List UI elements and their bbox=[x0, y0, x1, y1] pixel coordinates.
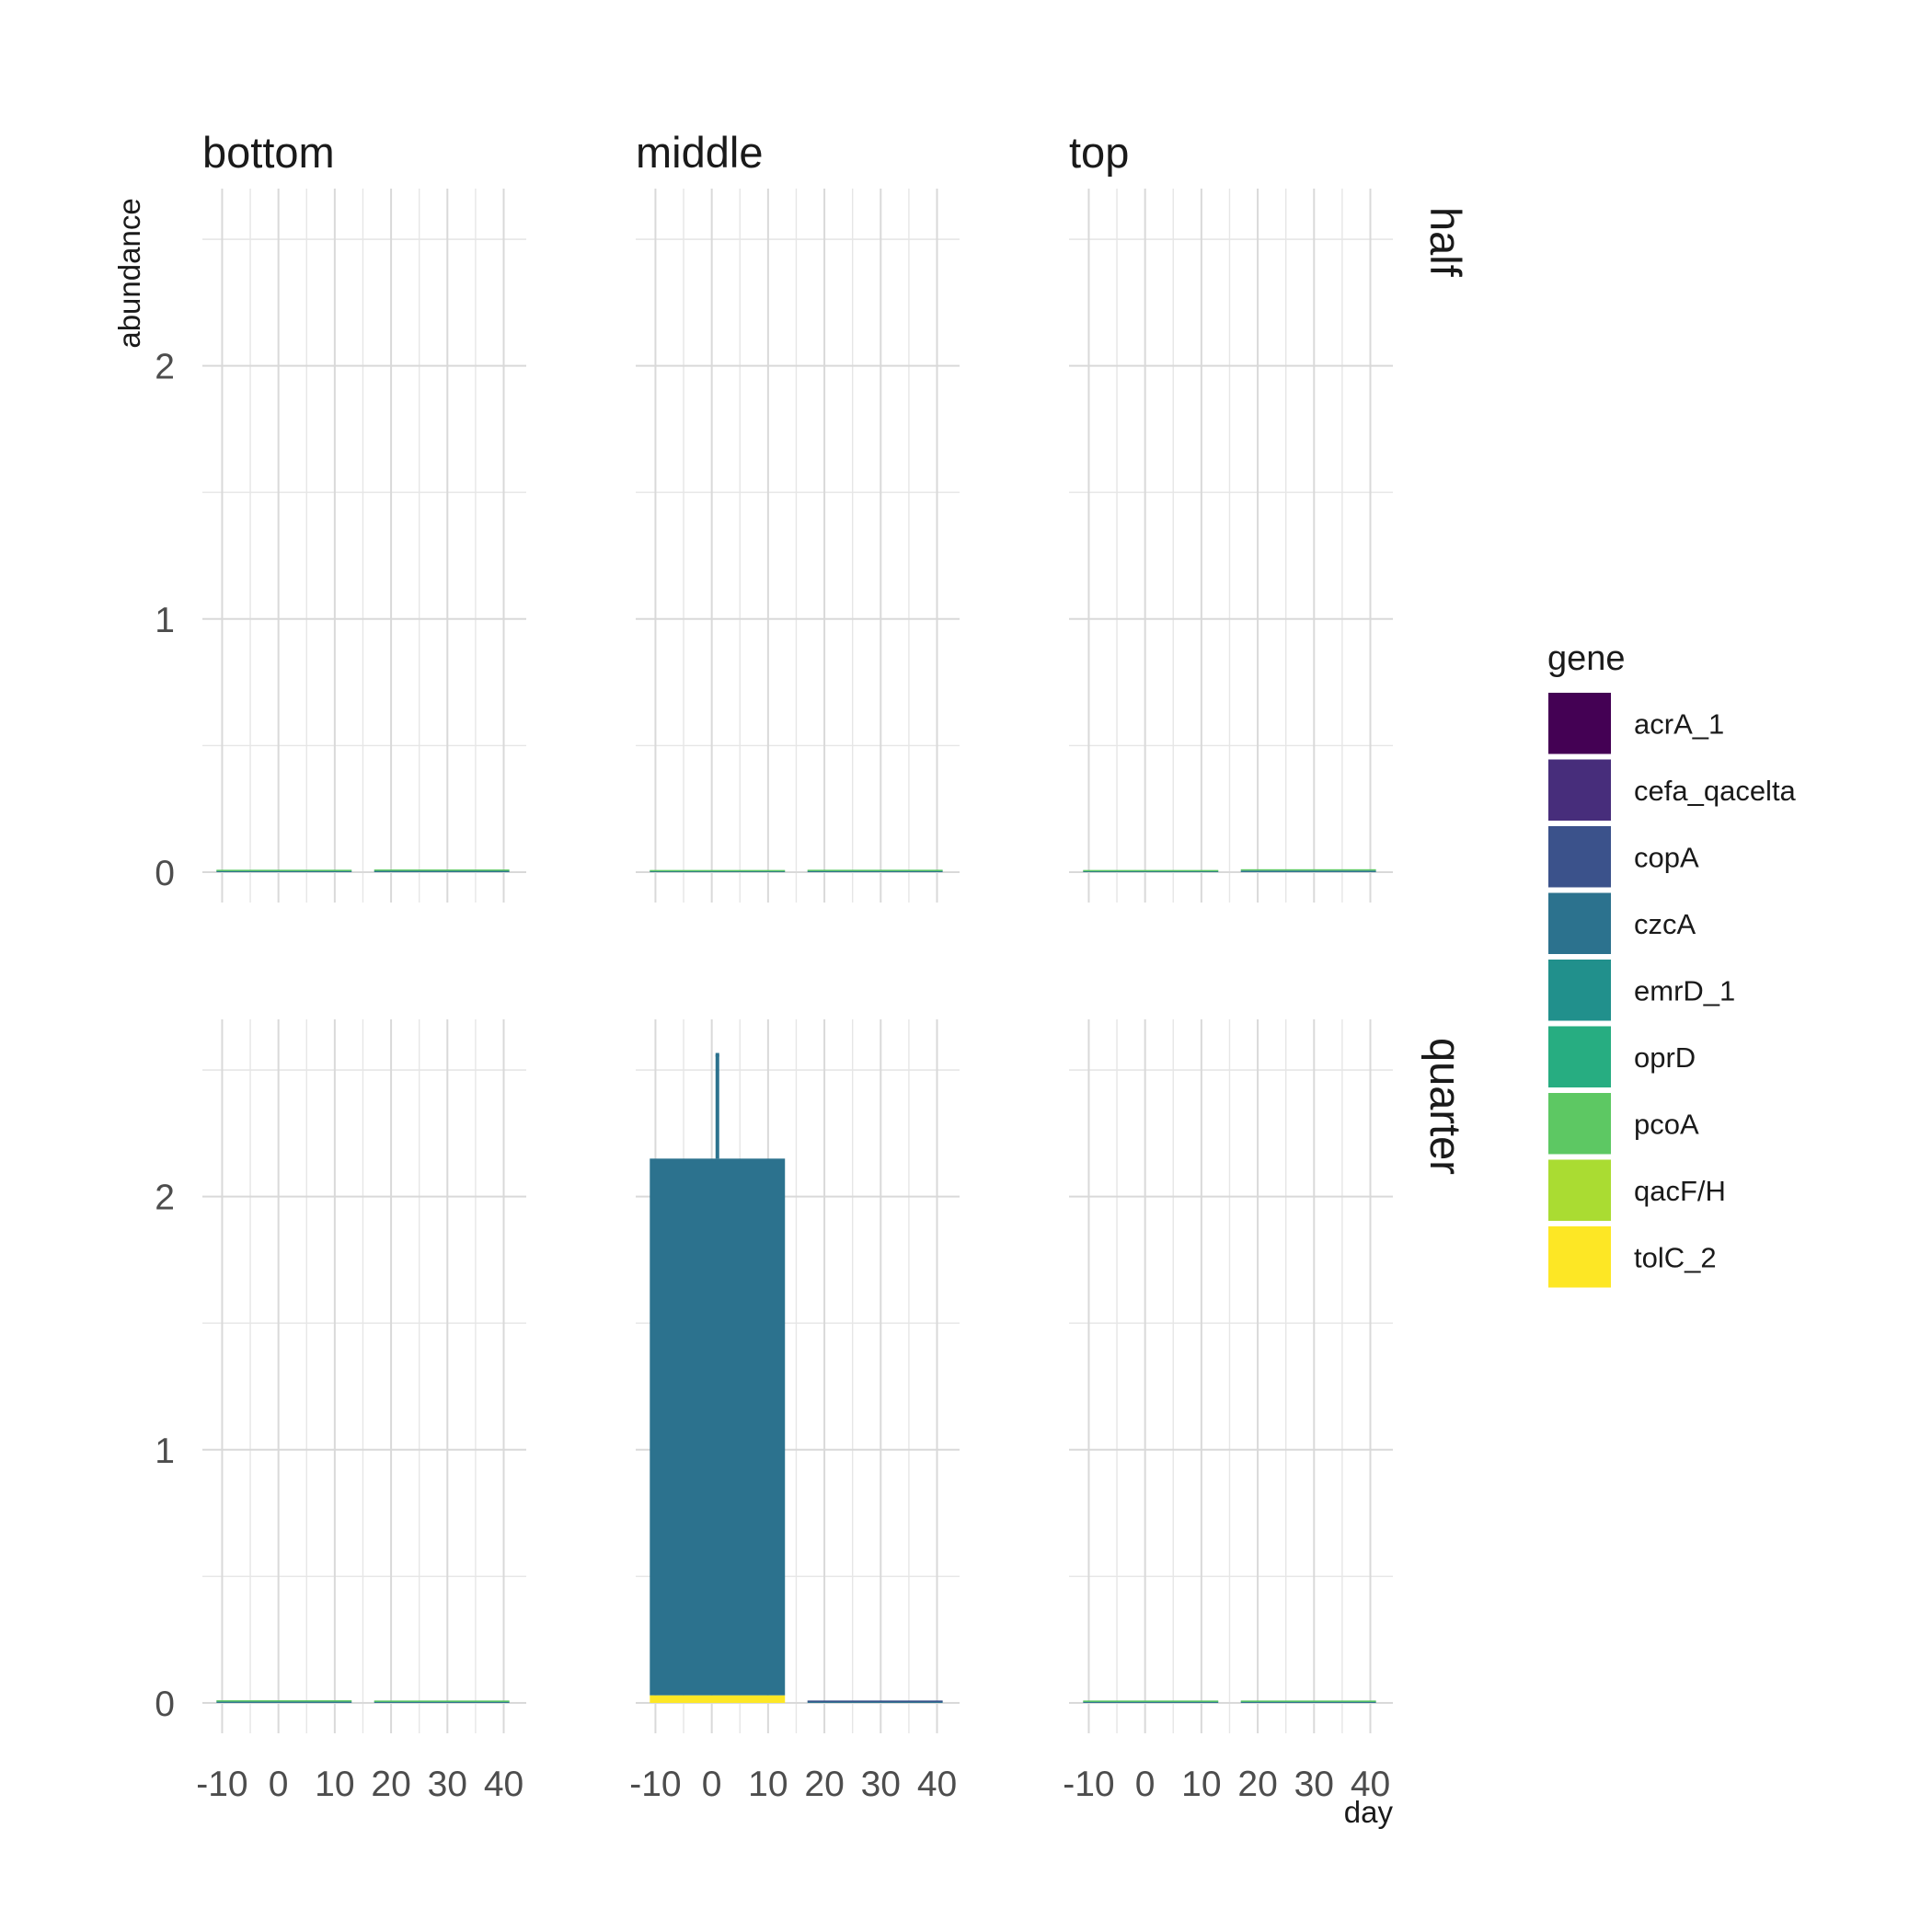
x-tick-label: 0 bbox=[1134, 1765, 1156, 1804]
bar-segment-pcoA bbox=[1083, 870, 1218, 872]
legend-label-emrD_1: emrD_1 bbox=[1634, 974, 1736, 1007]
x-tick-label: 0 bbox=[701, 1765, 722, 1804]
x-tick-label: 40 bbox=[483, 1765, 524, 1804]
facet-strip-top: top bbox=[1069, 128, 1130, 177]
legend-key-copA bbox=[1547, 825, 1612, 889]
y-tick-label: 2 bbox=[155, 347, 175, 387]
bar-segment-pcoA bbox=[650, 870, 785, 872]
x-tick-label: 20 bbox=[371, 1765, 411, 1804]
legend-key-qacF/H bbox=[1547, 1159, 1612, 1223]
legend-key-acrA_1 bbox=[1547, 692, 1612, 755]
bar-segment-copA bbox=[808, 1700, 943, 1702]
x-tick-label: 10 bbox=[1181, 1765, 1222, 1804]
legend-key-emrD_1 bbox=[1547, 959, 1612, 1022]
x-tick-label: -10 bbox=[196, 1765, 248, 1804]
x-tick-label: 10 bbox=[315, 1765, 355, 1804]
facet-strip-quarter: quarter bbox=[1421, 1038, 1470, 1175]
bar-segment-pcoA bbox=[808, 869, 943, 871]
panels-layer bbox=[155, 189, 1393, 1804]
bar-segment-czcA bbox=[374, 870, 510, 872]
panel-bottom-quarter bbox=[202, 1019, 526, 1733]
y-tick-label: 0 bbox=[155, 853, 175, 893]
bar-segment-tolC_2 bbox=[650, 1696, 785, 1703]
bar-segment-czcA bbox=[650, 1158, 785, 1695]
x-tick-label: 20 bbox=[804, 1765, 845, 1804]
legend-label-czcA: czcA bbox=[1634, 907, 1696, 940]
x-tick-label: 0 bbox=[268, 1765, 289, 1804]
x-axis-title: day bbox=[1343, 1795, 1393, 1829]
legend-label-qacF/H: qacF/H bbox=[1634, 1174, 1726, 1207]
legend-label-acrA_1: acrA_1 bbox=[1634, 707, 1725, 741]
legend-key-czcA bbox=[1547, 892, 1612, 956]
y-tick-label: 0 bbox=[155, 1684, 175, 1724]
bar-segment-pcoA bbox=[374, 869, 510, 871]
legend-key-pcoA bbox=[1547, 1092, 1612, 1156]
facet-strips bbox=[202, 128, 1470, 1175]
x-tick-label: 20 bbox=[1237, 1765, 1278, 1804]
legend-label-oprD: oprD bbox=[1634, 1041, 1696, 1074]
bar-segment-pcoA bbox=[216, 1700, 351, 1702]
legend-label-tolC_2: tolC_2 bbox=[1634, 1241, 1717, 1274]
y-tick-label: 1 bbox=[155, 600, 175, 640]
panel-top-half bbox=[1069, 189, 1393, 903]
legend-key-tolC_2 bbox=[1547, 1225, 1612, 1289]
facet-strip-bottom: bottom bbox=[202, 128, 335, 177]
bar-segment-czcA bbox=[1241, 870, 1376, 872]
x-tick-label: -10 bbox=[1063, 1765, 1115, 1804]
bar-segment-pcoA bbox=[1241, 869, 1376, 871]
bar-segment-pcoA bbox=[1241, 1700, 1376, 1702]
y-tick-label: 1 bbox=[155, 1431, 175, 1471]
panel-middle-half bbox=[636, 189, 960, 903]
y-tick-label: 2 bbox=[155, 1178, 175, 1218]
legend-key-cefa_qacelta bbox=[1547, 759, 1612, 822]
x-tick-label: 30 bbox=[1294, 1765, 1334, 1804]
bar-segment-pcoA bbox=[374, 1700, 510, 1702]
y-axis-title: abundance bbox=[112, 198, 146, 349]
x-tick-label: 40 bbox=[1350, 1765, 1391, 1804]
x-tick-label: 30 bbox=[427, 1765, 467, 1804]
legend-label-copA: copA bbox=[1634, 841, 1699, 874]
x-tick-label: 10 bbox=[748, 1765, 788, 1804]
facet-strip-middle: middle bbox=[636, 128, 764, 177]
legend-label-cefa_qacelta: cefa_qacelta bbox=[1634, 774, 1796, 807]
legend-key-oprD bbox=[1547, 1026, 1612, 1089]
facet-strip-half: half bbox=[1421, 207, 1470, 277]
x-tick-label: 30 bbox=[860, 1765, 901, 1804]
bar-segment-pcoA bbox=[1083, 1700, 1218, 1702]
panel-bottom-half bbox=[202, 189, 526, 903]
x-tick-label: -10 bbox=[629, 1765, 682, 1804]
bar-segment-pcoA bbox=[216, 869, 351, 871]
legend-label-pcoA: pcoA bbox=[1634, 1108, 1699, 1141]
panel-top-quarter bbox=[1069, 1019, 1393, 1733]
x-tick-label: 40 bbox=[916, 1765, 958, 1804]
bar-segment-czcA bbox=[216, 1701, 351, 1703]
legend bbox=[1547, 639, 1797, 1289]
legend-title: gene bbox=[1547, 639, 1626, 678]
